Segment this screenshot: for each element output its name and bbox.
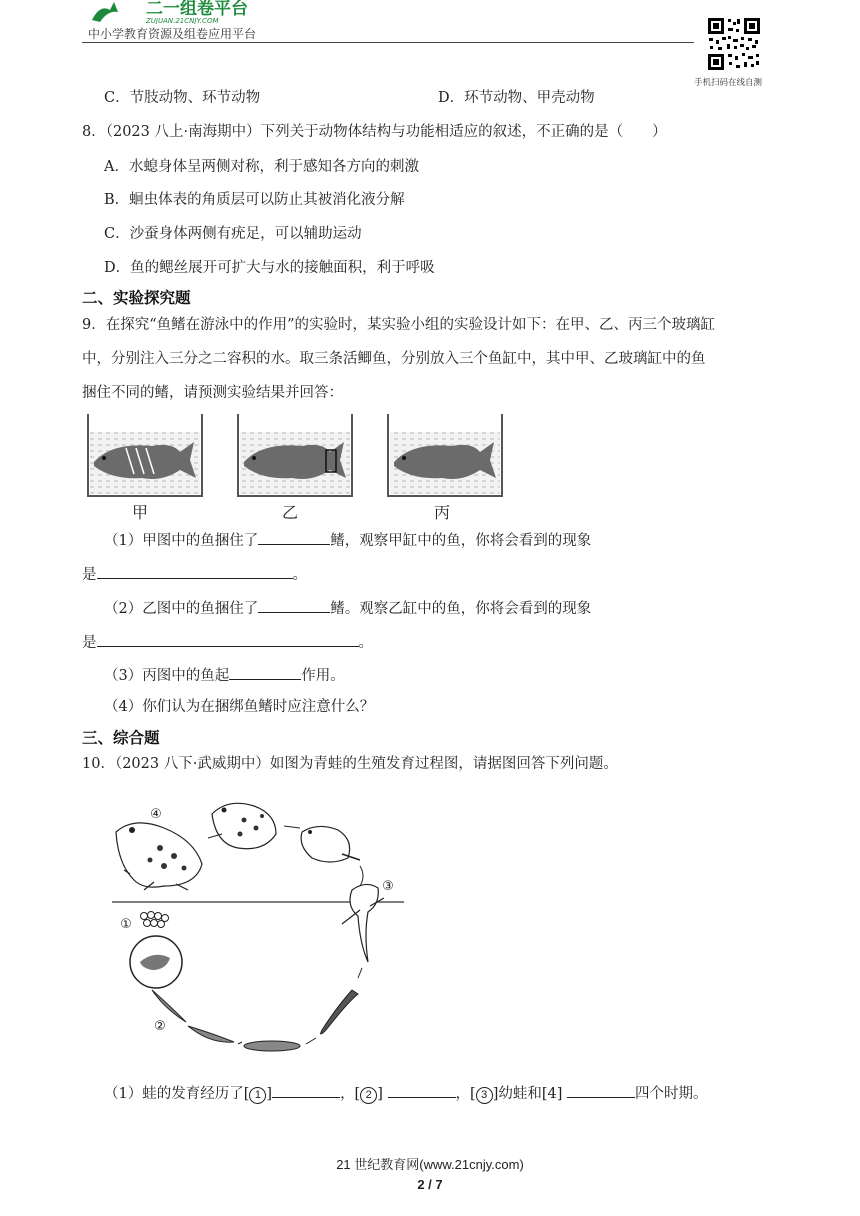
q9-part2-line1: （2）乙图中的鱼捆住了 鳍。观察乙缸中的鱼，你将会看到的现象 bbox=[104, 596, 591, 619]
logo-url: ZUJUAN.21CNJY.COM bbox=[146, 17, 219, 24]
q9-stem-line2: 中，分别注入三分之二容积的水。取三条活鲫鱼，分别放入三个鱼缸中，其中甲、乙玻璃缸中的鱼 bbox=[82, 351, 706, 367]
tank-bing bbox=[388, 414, 502, 496]
q9-stem-line3: 捆住不同的鳍，请预测实验结果并回答： bbox=[82, 385, 343, 401]
tadpole-with-legs bbox=[342, 884, 384, 962]
q9-part3-blank[interactable] bbox=[229, 663, 301, 680]
q8-option-b: B．蛔虫体表的角质层可以防止其被消化液分解 bbox=[104, 192, 405, 208]
q8-stem: 8．（2023 八上·南海期中）下列关于动物体结构与功能相适应的叙述，不正确的是（ ） bbox=[82, 124, 667, 140]
tank-jia bbox=[88, 414, 202, 496]
tadpole-large bbox=[321, 990, 358, 1034]
header-divider bbox=[82, 42, 694, 43]
egg-magnified bbox=[130, 936, 182, 988]
q7-option-d: D．环节动物、甲壳动物 bbox=[438, 90, 595, 106]
tank-label-bing: 丙 bbox=[433, 503, 451, 522]
tank-label-yi: 乙 bbox=[281, 503, 299, 522]
q7-option-c: C．节肢动物、环节动物 bbox=[104, 90, 261, 106]
diagram-label-2: ② bbox=[154, 1019, 166, 1034]
q10-stem: 10．（2023 八下·武威期中）如图为青蛙的生殖发育过程图，请据图回答下列问题。 bbox=[82, 756, 618, 772]
logo-text: 二一组卷平台 bbox=[146, 0, 248, 19]
diagram-label-3: ③ bbox=[382, 879, 394, 894]
tank-yi bbox=[238, 414, 352, 496]
diagram-label-4: ④ bbox=[150, 807, 162, 822]
q10-part1: （1）蛙的发育经历了[ 1 ] ，[ 2 ] ，[ 3 ]幼蛙和[4] 四个时期。 bbox=[104, 1081, 708, 1104]
q9-part1-line1: （1）甲图中的鱼捆住了 鳍，观察甲缸中的鱼，你将会看到的现象 bbox=[104, 528, 591, 551]
page-number: 2 / 7 bbox=[417, 1177, 443, 1192]
q9-stem-line1: 9．在探究“鱼鳍在游泳中的作用”的实验时，某实验小组的实验设计如下：在甲、乙、丙三个玻璃缸 bbox=[82, 317, 716, 333]
q9-part2-blank-fin[interactable] bbox=[258, 596, 330, 613]
section-2-heading: 二、实验探究题 bbox=[82, 289, 191, 307]
site-logo bbox=[88, 0, 268, 24]
q10-blank-3[interactable] bbox=[567, 1081, 635, 1098]
adult-frog-male bbox=[212, 803, 276, 848]
circled-number-1: 1 bbox=[249, 1087, 266, 1104]
qr-code-icon[interactable] bbox=[706, 16, 762, 72]
footer-site: 21 世纪教育网(www.21cnjy.com) bbox=[336, 1157, 524, 1172]
section-3-heading: 三、综合题 bbox=[82, 729, 160, 747]
adult-frog-female bbox=[116, 823, 202, 890]
tank-label-jia: 甲 bbox=[131, 503, 149, 522]
q9-part1-line2: 是 。 bbox=[82, 562, 307, 585]
q9-part2-blank-phenomenon[interactable] bbox=[97, 630, 359, 647]
q8-option-d: D．鱼的鳃丝展开可扩大与水的接触面积，利于呼吸 bbox=[104, 260, 435, 276]
frog-lifecycle-diagram bbox=[104, 794, 414, 1056]
q9-part1-blank-fin[interactable] bbox=[258, 528, 330, 545]
q9-part1-blank-phenomenon[interactable] bbox=[97, 562, 293, 579]
q9-part3: （3）丙图中的鱼起 作用。 bbox=[104, 663, 345, 686]
egg-cluster bbox=[141, 912, 169, 928]
fish-tanks-figure bbox=[82, 412, 512, 524]
q10-blank-1[interactable] bbox=[272, 1081, 340, 1098]
circled-number-2: 2 bbox=[360, 1087, 377, 1104]
qr-caption: 手机扫码在线自测 bbox=[694, 78, 763, 88]
tadpole-small bbox=[152, 990, 300, 1051]
q9-part2-line2: 是 。 bbox=[82, 630, 373, 653]
q8-option-c: C．沙蚕身体两侧有疣足，可以辅助运动 bbox=[104, 226, 362, 242]
diagram-label-1: ① bbox=[120, 917, 132, 932]
header-subtitle: 中小学教育资源及组卷应用平台 bbox=[88, 27, 257, 41]
froglet bbox=[301, 826, 360, 862]
q9-part4: （4）你们认为在捆绑鱼鳍时应注意什么？ bbox=[104, 699, 375, 715]
circled-number-3: 3 bbox=[476, 1087, 493, 1104]
q8-option-a: A．水螅身体呈两侧对称，利于感知各方向的刺激 bbox=[104, 159, 419, 175]
q10-blank-2[interactable] bbox=[388, 1081, 456, 1098]
